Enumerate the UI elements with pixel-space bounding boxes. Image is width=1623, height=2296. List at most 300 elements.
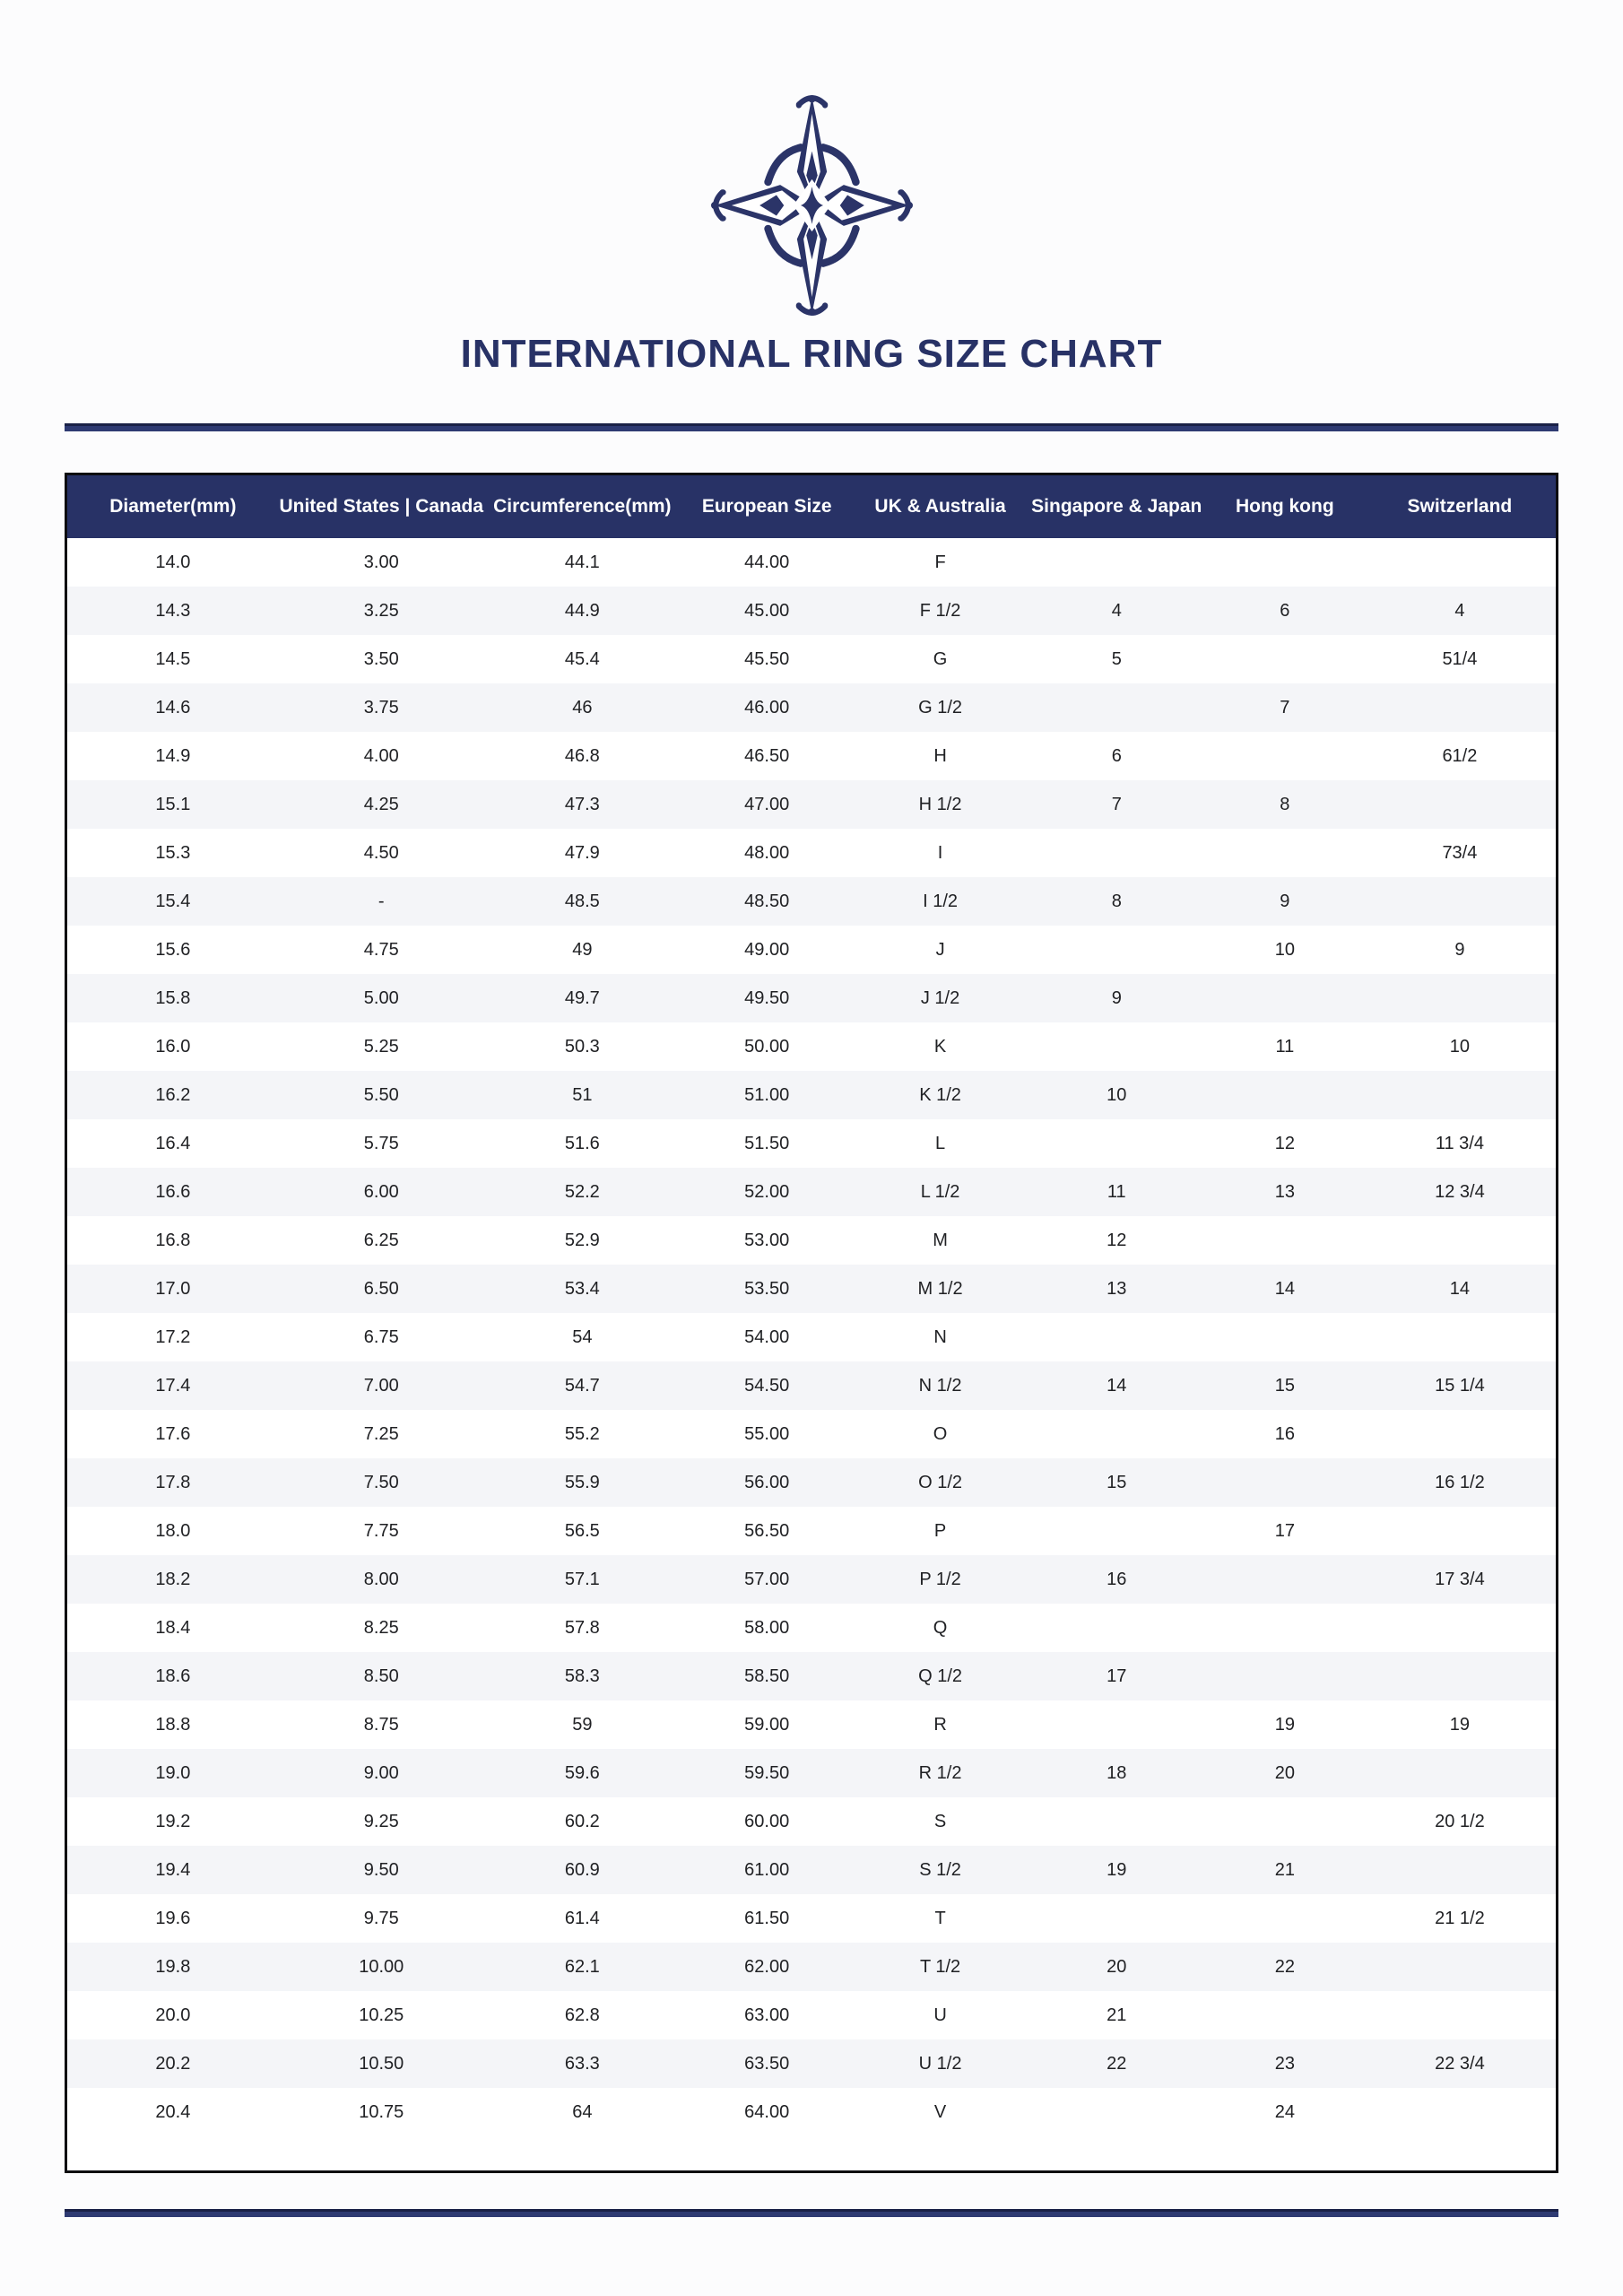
table-cell: O <box>933 1423 948 1444</box>
table-cell: 22 <box>1274 1956 1295 1977</box>
table-cell: 13 <box>1274 1181 1295 1202</box>
table-row <box>67 974 1556 1022</box>
table-cell: 73/4 <box>1442 842 1478 863</box>
bottom-divider <box>65 2209 1558 2217</box>
table-cell: 15.4 <box>155 891 191 911</box>
table-cell: 22 3/4 <box>1435 2053 1485 2074</box>
table-cell: 14 <box>1449 1278 1471 1299</box>
table-cell <box>1028 829 1206 877</box>
table-row <box>67 1458 1556 1507</box>
table-cell: 17 3/4 <box>1435 1569 1485 1589</box>
table-cell: 6 <box>1280 600 1290 621</box>
table-row <box>67 877 1556 926</box>
table-cell: 9.25 <box>363 1811 399 1831</box>
table-cell: 53.50 <box>744 1278 790 1299</box>
table-cell: 49.7 <box>564 987 600 1008</box>
table-row <box>67 1555 1556 1604</box>
table-cell: N <box>933 1326 947 1347</box>
table-cell: S <box>933 1811 947 1831</box>
table-cell: 49.00 <box>744 939 790 960</box>
table-cell: 7 <box>1111 794 1122 814</box>
table-row <box>67 635 1556 683</box>
table-cell <box>1364 538 1556 587</box>
table-cell: 50.3 <box>564 1036 600 1057</box>
table-cell: 14.3 <box>155 600 191 621</box>
table-cell <box>1364 1749 1556 1797</box>
table-cell: 51.00 <box>744 1084 790 1105</box>
table-cell: 6.50 <box>363 1278 399 1299</box>
table-cell <box>1028 2088 1206 2136</box>
table-cell: 14.0 <box>155 552 191 572</box>
table-cell: 18.0 <box>155 1520 191 1541</box>
table-cell: 44.9 <box>564 600 600 621</box>
table-cell: 55.00 <box>744 1423 790 1444</box>
table-cell: 8.50 <box>363 1665 399 1686</box>
table-cell: F <box>934 552 946 572</box>
table-cell <box>1206 1604 1364 1652</box>
table-cell: 8.25 <box>363 1617 399 1638</box>
table-cell: 46 <box>572 697 593 718</box>
table-cell: Q 1/2 <box>918 1665 963 1686</box>
table-row <box>67 732 1556 780</box>
table-cell: 20.4 <box>155 2101 191 2122</box>
table-cell: 15 1/4 <box>1435 1375 1485 1396</box>
table-cell: 10.00 <box>359 1956 404 1977</box>
table-cell: 12 <box>1274 1133 1295 1153</box>
table-cell: 8.75 <box>363 1714 399 1735</box>
table-cell: 14.6 <box>155 697 191 718</box>
table-cell: 7 <box>1280 697 1290 718</box>
table-cell: 44.1 <box>564 552 600 572</box>
table-cell <box>1028 1604 1206 1652</box>
table-cell: 3.25 <box>363 600 399 621</box>
table-row <box>67 1700 1556 1749</box>
table-cell: G <box>933 648 948 669</box>
table-cell: T 1/2 <box>919 1956 961 1977</box>
table-cell <box>1028 926 1206 974</box>
table-cell: 4.75 <box>363 939 399 960</box>
table-cell <box>1028 1700 1206 1749</box>
table-cell: 10 <box>1107 1084 1127 1105</box>
table-cell <box>1206 1071 1364 1119</box>
table-cell: 46.8 <box>564 745 600 766</box>
table-cell: 17.4 <box>155 1375 191 1396</box>
table-cell: I 1/2 <box>923 891 959 911</box>
table-cell: 14 <box>1274 1278 1295 1299</box>
table-cell <box>1206 635 1364 683</box>
table-cell: 56.50 <box>744 1520 790 1541</box>
column-header: Circumference(mm) <box>484 475 681 538</box>
table-cell: 10.75 <box>359 2101 404 2122</box>
table-cell <box>1364 683 1556 732</box>
table-cell: 6.00 <box>363 1181 399 1202</box>
table-cell: 16 <box>1107 1569 1127 1589</box>
table-cell: 17.2 <box>155 1326 191 1347</box>
table-cell: 4.50 <box>363 842 399 863</box>
table-cell: 9.75 <box>363 1908 399 1928</box>
table-cell: 12 <box>1107 1230 1127 1250</box>
table-row <box>67 829 1556 877</box>
table-cell: 15 <box>1107 1472 1127 1492</box>
table-cell: 4 <box>1454 600 1465 621</box>
table-cell <box>1206 1797 1364 1846</box>
table-cell: 61.4 <box>564 1908 600 1928</box>
table-cell <box>1206 974 1364 1022</box>
table-cell: 9 <box>1280 891 1290 911</box>
table-cell <box>1028 683 1206 732</box>
table-cell: 64 <box>572 2101 593 2122</box>
table-cell: 18 <box>1107 1762 1127 1783</box>
table-cell: 62.1 <box>564 1956 600 1977</box>
table-cell: 62.8 <box>564 2005 600 2025</box>
table-cell: 48.50 <box>744 891 790 911</box>
column-header: Diameter(mm) <box>67 475 279 538</box>
table-cell: 19 <box>1449 1714 1471 1735</box>
table-cell <box>1028 1894 1206 1943</box>
table-cell: 63.00 <box>744 2005 790 2025</box>
table-row <box>67 2088 1556 2136</box>
table-cell <box>1364 1943 1556 1991</box>
table-cell: G 1/2 <box>918 697 963 718</box>
table-cell: 16.0 <box>155 1036 191 1057</box>
table-cell: 45.4 <box>564 648 600 669</box>
table-cell: 15.6 <box>155 939 191 960</box>
table-cell <box>1028 1022 1206 1071</box>
table-cell <box>1028 538 1206 587</box>
table-cell: 20 1/2 <box>1435 1811 1485 1831</box>
table-cell: 22 <box>1107 2053 1127 2074</box>
table-cell <box>1364 1071 1556 1119</box>
table-cell: 6 <box>1111 745 1122 766</box>
table-row <box>67 1071 1556 1119</box>
table-cell: 20 <box>1274 1762 1295 1783</box>
table-cell: 14.9 <box>155 745 191 766</box>
table-cell <box>1364 1410 1556 1458</box>
table-cell: 58.3 <box>564 1665 600 1686</box>
column-header: Singapore & Japan <box>1028 475 1206 538</box>
table-cell: 4.25 <box>363 794 399 814</box>
table-body <box>67 538 1556 2136</box>
table-cell <box>1364 2088 1556 2136</box>
table-cell: H <box>933 745 947 766</box>
table-cell <box>1206 829 1364 877</box>
table-cell: 5.50 <box>363 1084 399 1105</box>
table-cell: 10.25 <box>359 2005 404 2025</box>
table-cell: 58.00 <box>744 1617 790 1638</box>
table-row <box>67 1846 1556 1894</box>
table-cell <box>1206 1555 1364 1604</box>
table-cell: F 1/2 <box>919 600 961 621</box>
table-cell: 5.00 <box>363 987 399 1008</box>
table-cell: - <box>378 891 385 911</box>
table-cell: L <box>935 1133 946 1153</box>
table-cell: 6.25 <box>363 1230 399 1250</box>
table-cell: 44.00 <box>744 552 790 572</box>
table-cell: N 1/2 <box>918 1375 962 1396</box>
table-cell: J 1/2 <box>920 987 960 1008</box>
table-cell: 3.50 <box>363 648 399 669</box>
column-header: Switzerland <box>1364 475 1556 538</box>
table-row <box>67 1894 1556 1943</box>
table-cell: 21 <box>1274 1859 1295 1880</box>
table-cell: 46.50 <box>744 745 790 766</box>
table-cell: 57.8 <box>564 1617 600 1638</box>
table-cell <box>1364 1846 1556 1894</box>
table-cell: 48.5 <box>564 891 600 911</box>
table-cell: 56.00 <box>744 1472 790 1492</box>
table-row <box>67 1410 1556 1458</box>
table-cell: 11 <box>1275 1036 1295 1057</box>
table-cell: 59.6 <box>564 1762 600 1783</box>
table-cell <box>1364 1313 1556 1361</box>
table-cell: 56.5 <box>564 1520 600 1541</box>
table-cell <box>1364 1991 1556 2039</box>
table-cell: 10.50 <box>359 2053 404 2074</box>
table-cell: 20.0 <box>155 2005 191 2025</box>
table-cell: 20.2 <box>155 2053 191 2074</box>
table-cell: O 1/2 <box>918 1472 963 1492</box>
table-cell: 63.50 <box>744 2053 790 2074</box>
table-cell: 47.00 <box>744 794 790 814</box>
table-cell: 8.00 <box>363 1569 399 1589</box>
table-cell: 54.7 <box>564 1375 600 1396</box>
table-cell: 10 <box>1274 939 1295 960</box>
table-cell: 55.9 <box>564 1472 600 1492</box>
table-row <box>67 926 1556 974</box>
table-cell: 4 <box>1111 600 1122 621</box>
table-row <box>67 1943 1556 1991</box>
table-cell: 17 <box>1107 1665 1127 1686</box>
table-cell: 17 <box>1274 1520 1295 1541</box>
table-cell: H 1/2 <box>918 794 962 814</box>
table-cell: 19.0 <box>155 1762 191 1783</box>
table-cell: 48.00 <box>744 842 790 863</box>
table-cell: P 1/2 <box>919 1569 961 1589</box>
table-footer-spacer <box>67 2136 1556 2170</box>
table-cell: 19.8 <box>155 1956 191 1977</box>
table-row <box>67 1797 1556 1846</box>
table-cell: 8 <box>1111 891 1122 911</box>
table-cell: 61/2 <box>1442 745 1478 766</box>
table-cell: 5 <box>1111 648 1122 669</box>
table-cell: 19 <box>1107 1859 1127 1880</box>
table-cell: 46.00 <box>744 697 790 718</box>
table-cell: 57.00 <box>744 1569 790 1589</box>
table-cell: 19.6 <box>155 1908 191 1928</box>
table-cell: 61.00 <box>744 1859 790 1880</box>
table-row <box>67 683 1556 732</box>
table-cell <box>1206 1458 1364 1507</box>
table-cell: 55.2 <box>564 1423 600 1444</box>
table-cell <box>1028 1797 1206 1846</box>
table-cell: J <box>935 939 945 960</box>
table-cell: 52.00 <box>744 1181 790 1202</box>
table-cell: 52.9 <box>564 1230 600 1250</box>
table-row <box>67 1361 1556 1410</box>
ring-size-table <box>65 473 1558 2173</box>
table-cell <box>1028 1507 1206 1555</box>
table-cell <box>1028 1410 1206 1458</box>
table-cell <box>1206 1216 1364 1265</box>
table-cell: 17.8 <box>155 1472 191 1492</box>
table-cell: K 1/2 <box>919 1084 961 1105</box>
table-cell: 13 <box>1107 1278 1127 1299</box>
table-cell: 10 <box>1449 1036 1471 1057</box>
table-cell <box>1206 1991 1364 2039</box>
table-cell: 20 <box>1107 1956 1127 1977</box>
table-cell: 9.50 <box>363 1859 399 1880</box>
table-cell: 15 <box>1274 1375 1295 1396</box>
table-cell: 19.4 <box>155 1859 191 1880</box>
table-cell: L 1/2 <box>920 1181 960 1202</box>
table-row <box>67 1604 1556 1652</box>
table-cell: 14 <box>1107 1375 1127 1396</box>
table-cell: 19 <box>1274 1714 1295 1735</box>
table-cell: U 1/2 <box>918 2053 962 2074</box>
table-cell: 64.00 <box>744 2101 790 2122</box>
table-cell: 60.2 <box>564 1811 600 1831</box>
table-cell: 16.6 <box>155 1181 191 1202</box>
table-row <box>67 1022 1556 1071</box>
table-cell: 5.75 <box>363 1133 399 1153</box>
table-cell: 63.3 <box>564 2053 600 2074</box>
table-cell: 18.4 <box>155 1617 191 1638</box>
table-cell: 59.50 <box>744 1762 790 1783</box>
column-header: European Size <box>681 475 854 538</box>
table-cell: 16 1/2 <box>1435 1472 1485 1492</box>
table-cell: T <box>934 1908 946 1928</box>
table-cell: 18.8 <box>155 1714 191 1735</box>
table-cell: P <box>933 1520 947 1541</box>
table-cell <box>1028 1313 1206 1361</box>
table-cell <box>1206 732 1364 780</box>
table-row <box>67 1313 1556 1361</box>
table-row <box>67 1507 1556 1555</box>
table-cell: 53.4 <box>564 1278 600 1299</box>
table-cell: 16.2 <box>155 1084 191 1105</box>
table-cell <box>1206 538 1364 587</box>
table-cell: I <box>937 842 943 863</box>
brand-logo <box>0 0 1623 317</box>
table-cell: 16 <box>1274 1423 1295 1444</box>
table-cell: 5.25 <box>363 1036 399 1057</box>
table-cell: 59 <box>572 1714 593 1735</box>
table-cell: 62.00 <box>744 1956 790 1977</box>
table-cell: 9 <box>1111 987 1122 1008</box>
table-cell: 61.50 <box>744 1908 790 1928</box>
table-cell: 16.8 <box>155 1230 191 1250</box>
top-divider <box>65 423 1558 431</box>
table-cell: M 1/2 <box>917 1278 963 1299</box>
table-cell: 7.75 <box>363 1520 399 1541</box>
table-cell: 49.50 <box>744 987 790 1008</box>
table-cell <box>1206 1313 1364 1361</box>
table-row <box>67 1652 1556 1700</box>
table-row <box>67 587 1556 635</box>
table-cell: 58.50 <box>744 1665 790 1686</box>
table-cell: 6.75 <box>363 1326 399 1347</box>
table-cell: 3.75 <box>363 697 399 718</box>
table-row <box>67 538 1556 587</box>
table-cell <box>1206 1894 1364 1943</box>
table-cell <box>1364 1652 1556 1700</box>
table-cell <box>1028 1119 1206 1168</box>
table-cell: 15.8 <box>155 987 191 1008</box>
table-cell: 8 <box>1280 794 1290 814</box>
table-cell: 9 <box>1454 939 1465 960</box>
table-row <box>67 1749 1556 1797</box>
table-cell: 16.4 <box>155 1133 191 1153</box>
table-cell: 7.00 <box>363 1375 399 1396</box>
table-cell <box>1206 1652 1364 1700</box>
table-cell: 17.0 <box>155 1278 191 1299</box>
table-cell: 19.2 <box>155 1811 191 1831</box>
table-row <box>67 1168 1556 1216</box>
table-row <box>67 2039 1556 2088</box>
table-cell: 7.25 <box>363 1423 399 1444</box>
table-cell <box>1364 974 1556 1022</box>
table-header-row <box>67 475 1556 538</box>
table-cell: 45.00 <box>744 600 790 621</box>
table-cell: 45.50 <box>744 648 790 669</box>
table-cell: 24 <box>1274 2101 1295 2122</box>
table-row <box>67 1119 1556 1168</box>
table-cell: S 1/2 <box>919 1859 961 1880</box>
table-cell: U <box>933 2005 947 2025</box>
table-cell: 49 <box>572 939 593 960</box>
table-cell: 51/4 <box>1442 648 1478 669</box>
table-cell: 60.9 <box>564 1859 600 1880</box>
table-cell <box>1364 1604 1556 1652</box>
table-cell <box>1364 1216 1556 1265</box>
table-cell: 4.00 <box>363 745 399 766</box>
column-header: United States | Canada <box>279 475 484 538</box>
table-cell: 47.3 <box>564 794 600 814</box>
table-cell: R 1/2 <box>918 1762 962 1783</box>
table-cell: 60.00 <box>744 1811 790 1831</box>
table-cell: 17.6 <box>155 1423 191 1444</box>
table-cell: 51.50 <box>744 1133 790 1153</box>
table-cell: K <box>933 1036 947 1057</box>
table-row <box>67 780 1556 829</box>
table-cell: 59.00 <box>744 1714 790 1735</box>
table-cell: 18.6 <box>155 1665 191 1686</box>
table-cell: 23 <box>1274 2053 1295 2074</box>
table-cell: R <box>933 1714 947 1735</box>
page-title: INTERNATIONAL RING SIZE CHART <box>460 332 1163 376</box>
table-cell: 54.00 <box>744 1326 790 1347</box>
table-cell: 7.50 <box>363 1472 399 1492</box>
table-cell: 53.00 <box>744 1230 790 1250</box>
table-cell: 54.50 <box>744 1375 790 1396</box>
table-cell: 11 3/4 <box>1435 1133 1484 1153</box>
table-cell: 50.00 <box>744 1036 790 1057</box>
compass-ornament-icon <box>707 93 917 317</box>
table-cell: 51.6 <box>564 1133 600 1153</box>
table-cell <box>1364 1507 1556 1555</box>
table-cell <box>1364 780 1556 829</box>
table-cell <box>1364 877 1556 926</box>
table-cell: M <box>933 1230 948 1250</box>
table-cell: 21 <box>1107 2005 1127 2025</box>
table-cell: 9.00 <box>363 1762 399 1783</box>
table-row <box>67 1265 1556 1313</box>
table-cell: 11 <box>1107 1181 1126 1202</box>
table-cell: 51 <box>572 1084 593 1105</box>
table-cell: 57.1 <box>564 1569 600 1589</box>
table-cell: 18.2 <box>155 1569 191 1589</box>
table-cell: 47.9 <box>564 842 600 863</box>
